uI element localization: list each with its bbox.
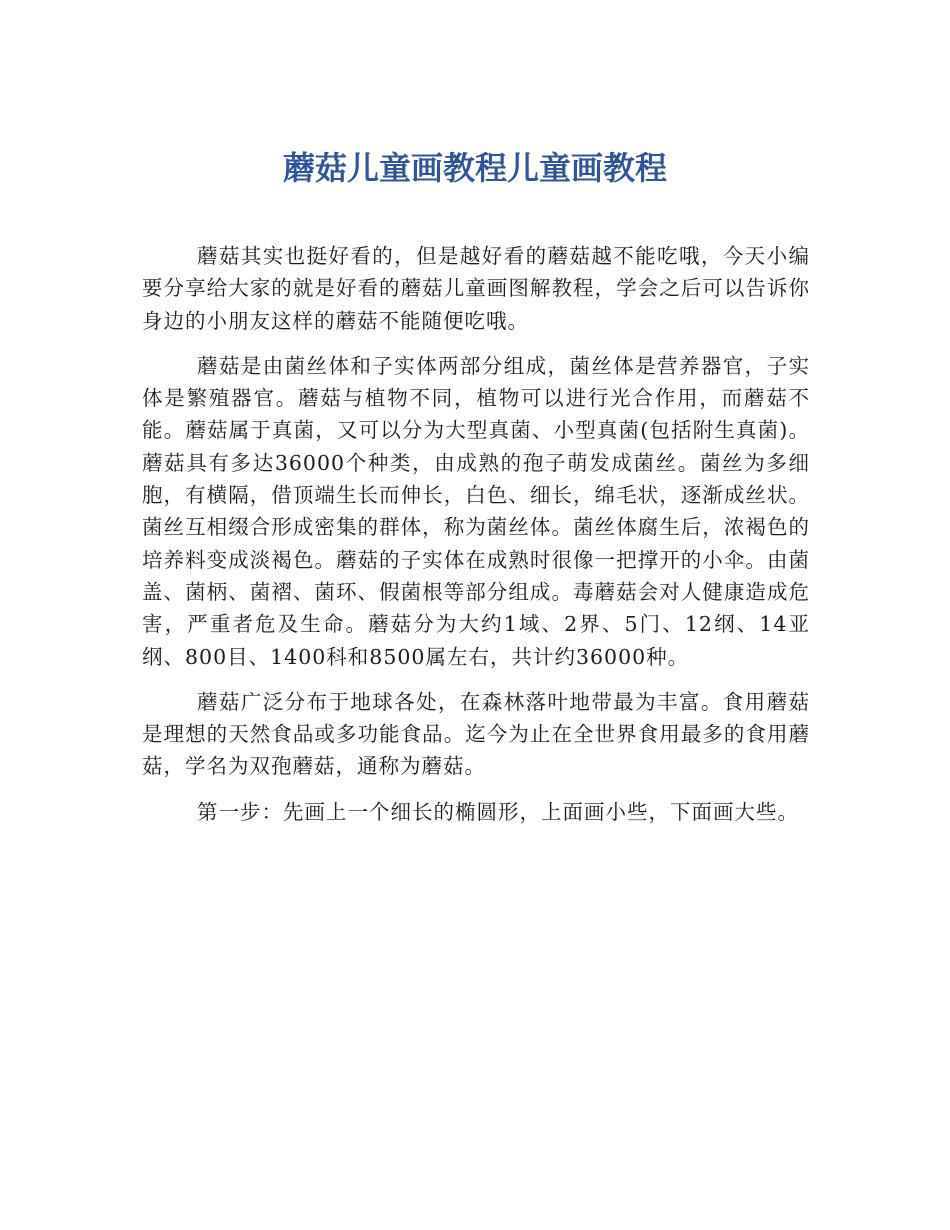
- document-title: 蘑菇儿童画教程儿童画教程: [282, 149, 667, 187]
- paragraph-mushroom-distribution: 蘑菇广泛分布于地球各处，在森林落叶地带最为丰富。食用蘑菇是理想的天然食品或多功能食品。迄今为止在全世界食用最多的食用蘑菇，学名为双孢蘑菇，通称为蘑菇。: [142, 689, 810, 779]
- document-body: [142, 240, 810, 841]
- paragraph-intro: 蘑菇其实也挺好看的，但是越好看的蘑菇越不能吃哦，今天小编要分享给大家的就是好看的蘑菇儿童画图解教程，学会之后可以告诉你身边的小朋友这样的蘑菇不能随便吃哦。: [142, 244, 810, 333]
- paragraph-step-one: 第一步：先画上一个细长的椭圆形，上面画小些，下面画大些。: [197, 799, 799, 824]
- paragraph-mushroom-structure: 蘑菇是由菌丝体和子实体两部分组成，菌丝体是营养器官，子实体是繁殖器官。蘑菇与植物不同，植物可以进行光合作用，而蘑菇不能。蘑菇属于真菌，又可以分为大型真菌、小型真菌(包括附生真菌)。蘑菇具有多达36000个种类，由成熟的孢子萌发成菌丝。菌丝为多细胞，有横隔，借顶端生长而伸长，白色、细长，绵毛状，逐渐成丝状。菌丝互相缀合形成密集的群体，称为菌丝体。菌丝体腐生后，浓褐色的培养料变成淡褐色。蘑菇的子实体在成熟时很像一把撑开的小伞。由菌盖、菌柄、菌褶、菌环、假菌根等部分组成。毒蘑菇会对人健康造成危害，严重者危及生命。蘑菇分为大约1域、2界、5门、12纲、14亚纲、800目、1400科和8500属左右，共计约36000种。: [142, 353, 810, 669]
